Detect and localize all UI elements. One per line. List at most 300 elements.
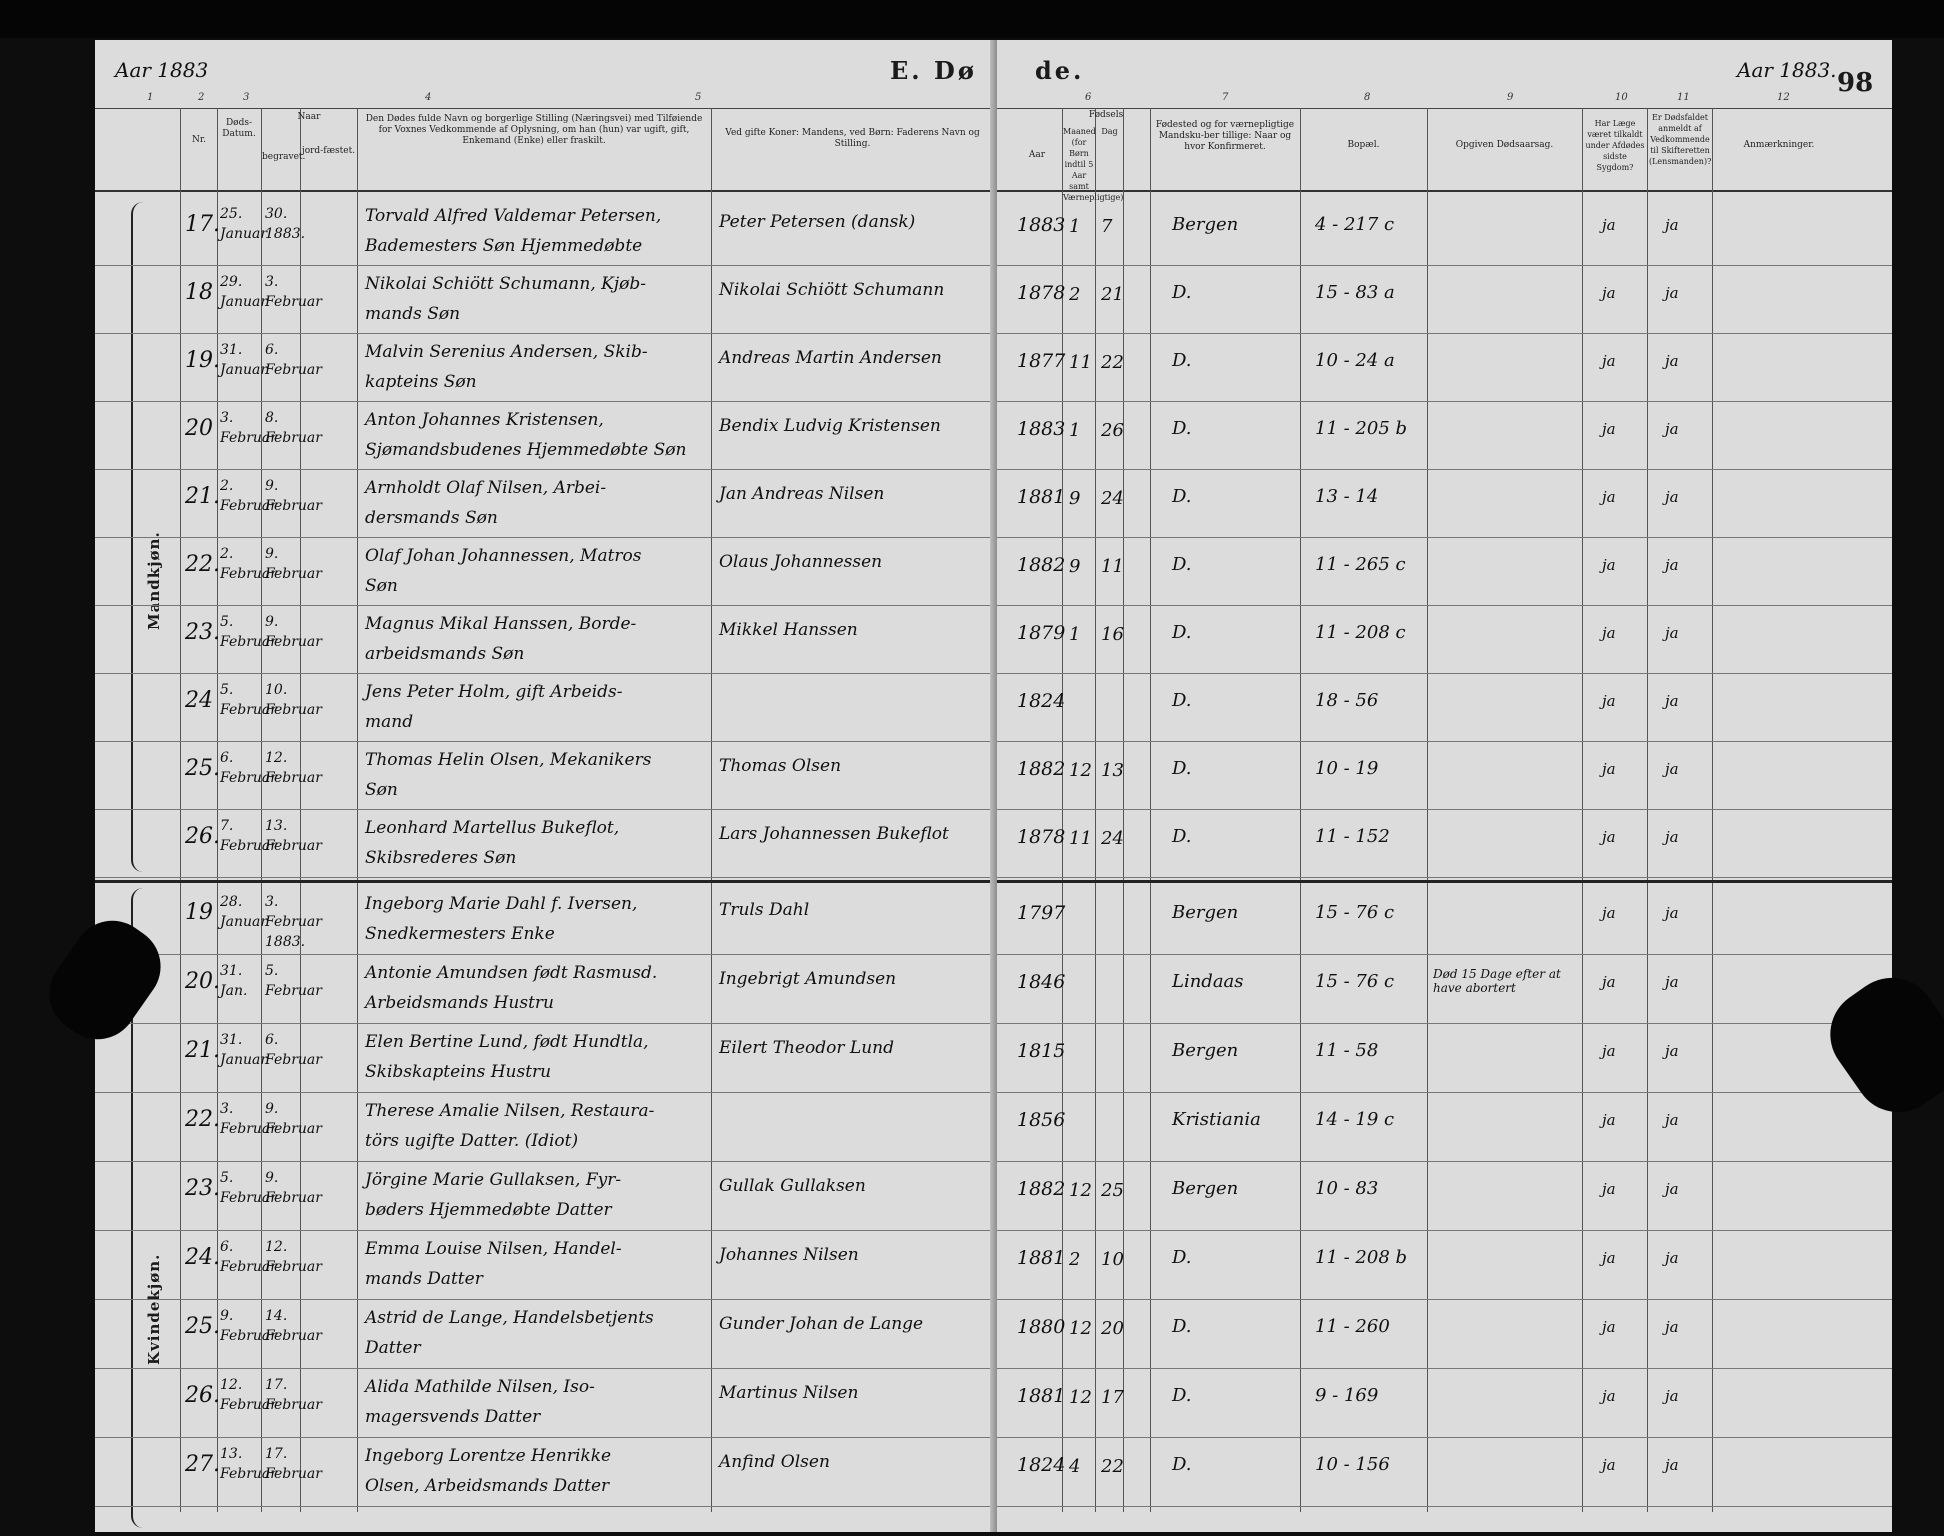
entry-number: 23. [185,1176,220,1201]
doctor-called: ja [1602,1456,1616,1474]
row-rule [95,265,997,266]
spouse-father-name: Johannes Nilsen [719,1245,859,1265]
birth-day: 26 [1101,420,1124,441]
row-rule [997,1299,1892,1300]
death-reported: ja [1665,1111,1679,1129]
deceased-status: mands Søn [365,304,461,324]
burial-date: 8. Februar [265,410,322,446]
residence: 9 - 169 [1315,1385,1379,1406]
birth-year: 1881 [1017,1385,1066,1407]
deceased-name: Malvin Serenius Andersen, Skib- [365,342,648,362]
residence: 11 - 58 [1315,1040,1379,1061]
death-date: 5. Februar [220,682,277,718]
residence: 15 - 76 c [1315,902,1395,923]
deceased-status: Bademesters Søn Hjemmedøbte [365,236,643,256]
col-rule [1300,108,1301,1512]
col-number: 9 [1507,92,1514,103]
row-rule [95,673,997,674]
residence: 13 - 14 [1315,486,1379,507]
residence: 10 - 83 [1315,1178,1379,1199]
row-rule [95,1023,997,1024]
entry-number: 20. [185,969,220,994]
header-top-rule [997,108,1892,109]
row-rule [997,1368,1892,1369]
col-number: 3 [243,92,250,103]
death-date: 2. Februar [220,478,277,514]
row-rule [997,954,1892,955]
death-date: 13. Februar [220,1446,277,1482]
row-rule [997,537,1892,538]
deceased-name: Thomas Helin Olsen, Mekanikers [365,750,652,770]
birthplace: Bergen [1172,902,1239,923]
doctor-called: ja [1602,1180,1616,1198]
section-male-label: Mandkjøn. [145,531,163,630]
burial-date: 14. Februar [265,1308,322,1344]
residence: 10 - 24 a [1315,350,1395,371]
spouse-father-name: Gunder Johan de Lange [719,1314,924,1334]
col-rule [1095,108,1096,1512]
row-rule [95,333,997,334]
death-date: 31. Jan. [220,963,248,999]
cause-of-death: Død 15 Dage efter at have abortert [1433,967,1561,995]
entry-number: 21. [185,484,220,509]
birthplace: D. [1172,418,1192,439]
burial-date: 3. Februar 1883. [265,894,322,950]
death-date: 5. Februar [220,614,277,650]
col-rule [217,108,218,1512]
row-rule [997,1023,1892,1024]
header-day: Dag [1101,127,1118,136]
entry-number: 21. [185,1038,220,1063]
death-reported: ja [1665,760,1679,778]
deceased-status: magersvends Datter [365,1407,541,1427]
birthplace: Kristiania [1172,1109,1261,1130]
doctor-called: ja [1602,1111,1616,1129]
entry-number: 24. [185,1245,220,1270]
doctor-called: ja [1602,1042,1616,1060]
left-year: Aar 1883 [115,58,209,82]
deceased-name: Emma Louise Nilsen, Handel- [365,1239,622,1259]
deceased-status: Skibskapteins Hustru [365,1062,552,1082]
residence: 11 - 208 c [1315,622,1406,643]
birthplace: D. [1172,1316,1192,1337]
row-rule [997,877,1892,878]
death-reported: ja [1665,1249,1679,1267]
deceased-status: Søn [365,576,398,596]
left-page [95,40,997,1532]
deceased-status: kapteins Søn [365,372,477,392]
entry-number: 20 [185,416,213,441]
doctor-called: ja [1602,624,1616,642]
birth-year: 1882 [1017,1178,1066,1200]
death-reported: ja [1665,828,1679,846]
death-reported: ja [1665,692,1679,710]
birthplace: Bergen [1172,1040,1239,1061]
col-number: 7 [1222,92,1229,103]
spouse-father-name: Martinus Nilsen [719,1383,859,1403]
birth-day: 7 [1101,216,1113,237]
doctor-called: ja [1602,488,1616,506]
spouse-father-name: Peter Petersen (dansk) [719,212,916,232]
entry-number: 25. [185,756,220,781]
burial-date: 3. Februar [265,274,322,310]
death-date: 28. Januar [220,894,268,930]
doctor-called: ja [1602,904,1616,922]
burial-date: 9. Februar [265,1170,322,1206]
death-reported: ja [1665,1318,1679,1336]
header-nr: Nr. [191,135,207,145]
birth-day: 17 [1101,1387,1124,1408]
burial-date: 6. Februar [265,1032,322,1068]
doctor-called: ja [1602,216,1616,234]
burial-date: 9. Februar [265,1101,322,1137]
header-doctor: Har Læge været tilkaldt under Afdødes sidste Sygdom? [1585,119,1645,172]
section-divider [997,880,1892,883]
birth-month: 12 [1069,1180,1092,1201]
birth-month: 11 [1069,352,1092,373]
residence: 14 - 19 c [1315,1109,1395,1130]
birthplace: D. [1172,486,1192,507]
residence: 11 - 152 [1315,826,1390,847]
doctor-called: ja [1602,692,1616,710]
row-rule [95,1230,997,1231]
birth-month: 1 [1069,216,1081,237]
birth-year: 1883 [1017,418,1066,440]
entry-number: 22. [185,552,220,577]
death-reported: ja [1665,904,1679,922]
deceased-status: Datter [365,1338,421,1358]
spouse-father-name: Andreas Martin Andersen [719,348,942,368]
deceased-status: mands Datter [365,1269,483,1289]
birth-day: 21 [1101,284,1124,305]
deceased-name: Antonie Amundsen født Rasmusd. [365,963,658,983]
birth-year: 1878 [1017,282,1066,304]
birth-month: 2 [1069,284,1081,305]
birth-month: 12 [1069,1318,1092,1339]
birthplace: Lindaas [1172,971,1244,992]
col-rule [1427,108,1428,1512]
header-residence: Bopæl. [1347,140,1380,150]
header-month: Maaned (for Børn indtil 5 Aar samt Værnepligtige) [1063,127,1124,202]
deceased-name: Ingeborg Marie Dahl f. Iversen, [365,894,638,914]
entry-number: 19. [185,348,220,373]
section-divider [95,880,997,883]
col-number: 6 [1085,92,1092,103]
death-date: 12. Februar [220,1377,277,1413]
birth-year: 1879 [1017,622,1066,644]
row-rule [997,605,1892,606]
entry-number: 23. [185,620,220,645]
spouse-father-name: Jan Andreas Nilsen [719,484,885,504]
col-rule [711,108,712,1512]
death-date: 6. Februar [220,750,277,786]
birth-month: 11 [1069,828,1092,849]
birth-year: 1880 [1017,1316,1066,1338]
spouse-father-name: Nikolai Schiött Schumann [719,280,945,300]
doctor-called: ja [1602,284,1616,302]
header-year: Aar [1028,150,1046,160]
deceased-status: Olsen, Arbeidsmands Datter [365,1476,610,1496]
header-spouse-father: Ved gifte Koner: Mandens, ved Børn: Faderens Navn og Stilling. [725,128,980,149]
doctor-called: ja [1602,760,1616,778]
col-rule [180,108,181,1512]
col-rule [261,108,262,1512]
death-date: 6. Februar [220,1239,277,1275]
deceased-name: Magnus Mikal Hanssen, Borde- [365,614,637,634]
deceased-status: Søn [365,780,398,800]
birthplace: D. [1172,826,1192,847]
burial-date: 9. Februar [265,478,322,514]
deceased-status: Skibsrederes Søn [365,848,517,868]
deceased-status: Arbeidsmands Hustru [365,993,555,1013]
col-rule [1582,108,1583,1512]
residence: 10 - 156 [1315,1454,1390,1475]
birthplace: Bergen [1172,214,1239,235]
death-reported: ja [1665,1180,1679,1198]
entry-number: 25. [185,1314,220,1339]
col-rule [300,108,301,1512]
entry-number: 26. [185,824,220,849]
residence: 11 - 205 b [1315,418,1408,439]
deceased-status: mand [365,712,414,732]
deceased-name: Astrid de Lange, Handelsbetjents [365,1308,654,1328]
doctor-called: ja [1602,556,1616,574]
death-reported: ja [1665,556,1679,574]
residence: 11 - 208 b [1315,1247,1408,1268]
row-rule [997,1437,1892,1438]
death-reported: ja [1665,216,1679,234]
header-death-date: Døds-Datum. [222,118,256,139]
deceased-status: bøders Hjemmedøbte Datter [365,1200,612,1220]
header-bottom-rule [997,190,1892,192]
right-year: Aar 1883. [1737,58,1837,82]
row-rule [95,537,997,538]
row-rule [95,1368,997,1369]
birth-year: 1881 [1017,1247,1066,1269]
spouse-father-name: Mikkel Hanssen [719,620,858,640]
burial-date: 5. Februar [265,963,322,999]
death-reported: ja [1665,624,1679,642]
death-date: 3. Februar [220,410,277,446]
spouse-father-name: Gullak Gullaksen [719,1176,866,1196]
spouse-father-name: Thomas Olsen [719,756,842,776]
deceased-status: arbeidsmands Søn [365,644,525,664]
death-date: 2. Februar [220,546,277,582]
header-deceased: Den Dødes fulde Navn og borgerlige Stilling (Næringsvei) med Tilføiende for Voxnes Vedkommende af Oplysning, om han (hun) var ugift, gift, Enkemand (Enke) eller fraskilt. [365,114,703,146]
deceased-status: törs ugifte Datter. (Idiot) [365,1131,579,1151]
death-reported: ja [1665,1042,1679,1060]
birthplace: D. [1172,758,1192,779]
header-birthplace: Fødested og for værnepligtige Mandsku-ber tillige: Naar og hvor Konfirmeret. [1155,120,1295,152]
birth-month: 2 [1069,1249,1081,1270]
burial-date: 12. Februar [265,1239,322,1275]
col-number: 1 [147,92,154,103]
birth-day: 22 [1101,1456,1124,1477]
birth-year: 1815 [1017,1040,1066,1062]
deceased-name: Leonhard Martellus Bukeflot, [365,818,620,838]
spouse-father-name: Olaus Johannessen [719,552,883,572]
spouse-father-name: Eilert Theodor Lund [719,1038,895,1058]
col-rule [1150,108,1151,1512]
col-rule [357,108,358,1512]
burial-date: 6. Februar [265,342,322,378]
entry-number: 18 [185,280,213,305]
residence: 10 - 19 [1315,758,1379,779]
residence: 11 - 260 [1315,1316,1390,1337]
residence: 15 - 76 c [1315,971,1395,992]
row-rule [95,1161,997,1162]
deceased-name: Therese Amalie Nilsen, Restaura- [365,1101,655,1121]
birth-month: 1 [1069,624,1081,645]
page-number: 98 [1837,68,1874,98]
scan-border-top [0,0,1944,38]
residence: 11 - 265 c [1315,554,1406,575]
burial-date: 9. Februar [265,614,322,650]
birth-year: 1881 [1017,486,1066,508]
birth-month: 9 [1069,488,1081,509]
birth-year: 1824 [1017,1454,1066,1476]
birth-day: 24 [1101,488,1124,509]
header-buried: begravet. [262,152,306,162]
spouse-father-name: Ingebrigt Amundsen [719,969,897,989]
residence: 15 - 83 a [1315,282,1395,303]
burial-date: 17. Februar [265,1446,322,1482]
burial-date: 13. Februar [265,818,322,854]
birth-year: 1856 [1017,1109,1066,1131]
birth-year: 1882 [1017,758,1066,780]
death-date: 9. Februar [220,1308,277,1344]
birthplace: Bergen [1172,1178,1239,1199]
birth-month: 4 [1069,1456,1081,1477]
header-reported: Er Dødsfaldet anmeldt af Vedkommende til Skifteretten (Lensmanden)? [1649,113,1712,166]
death-date: 3. Februar [220,1101,277,1137]
birth-year: 1846 [1017,971,1066,993]
birth-day: 13 [1101,760,1124,781]
header-remarks: Anmærkninger. [1743,140,1815,150]
col-number: 5 [695,92,702,103]
birth-day: 11 [1101,556,1124,577]
burial-date: 12. Februar [265,750,322,786]
row-rule [997,809,1892,810]
row-rule [997,333,1892,334]
burial-date: 9. Februar [265,546,322,582]
birth-day: 22 [1101,352,1124,373]
doctor-called: ja [1602,828,1616,846]
col-number: 12 [1777,92,1790,103]
birth-year: 1878 [1017,826,1066,848]
row-rule [997,673,1892,674]
deceased-status: dersmands Søn [365,508,498,528]
birth-month: 12 [1069,760,1092,781]
death-reported: ja [1665,1387,1679,1405]
death-date: 29. Januar [220,274,268,310]
deceased-name: Ingeborg Lorentze Henrikke [365,1446,612,1466]
death-reported: ja [1665,1456,1679,1474]
row-rule [997,741,1892,742]
col-rule [1062,108,1063,1512]
header-when: Naar [297,112,321,122]
row-rule [997,1506,1892,1507]
death-reported: ja [1665,352,1679,370]
burial-date: 17. Februar [265,1377,322,1413]
birth-year: 1824 [1017,690,1066,712]
death-date: 31. Januar [220,1032,268,1068]
row-rule [95,1092,997,1093]
birthplace: D. [1172,690,1192,711]
residence: 4 - 217 c [1315,214,1395,235]
col-number: 8 [1364,92,1371,103]
birth-year: 1877 [1017,350,1066,372]
birth-day: 10 [1101,1249,1124,1270]
residence: 18 - 56 [1315,690,1379,711]
deceased-name: Arnholdt Olaf Nilsen, Arbei- [365,478,607,498]
col-number: 10 [1615,92,1628,103]
entry-number: 17. [185,212,220,237]
birthplace: D. [1172,282,1192,303]
death-date: 7. Februar [220,818,277,854]
section-female-label: Kvindekjøn. [145,1253,163,1365]
burial-date: 30. 1883. [265,206,306,242]
death-reported: ja [1665,973,1679,991]
deceased-status: Snedkermesters Enke [365,924,555,944]
row-rule [95,1299,997,1300]
birthplace: D. [1172,622,1192,643]
deceased-name: Olaf Johan Johannessen, Matros [365,546,642,566]
birth-month: 12 [1069,1387,1092,1408]
header-bottom-rule [95,190,997,192]
doctor-called: ja [1602,1387,1616,1405]
death-date: 25. Januar [220,206,268,242]
row-rule [95,1506,997,1507]
doctor-called: ja [1602,352,1616,370]
col-rule [1647,108,1648,1512]
row-rule [95,809,997,810]
col-rule [1712,108,1713,1512]
row-rule [95,469,997,470]
entry-number: 26. [185,1383,220,1408]
entry-number: 27. [185,1452,220,1477]
header-birth: Fødsels [1088,110,1124,120]
birth-year: 1883 [1017,214,1066,236]
spouse-father-name: Bendix Ludvig Kristensen [719,416,941,436]
row-rule [997,265,1892,266]
title-right: de. [1035,56,1085,85]
col-number: 11 [1677,92,1690,103]
birthplace: D. [1172,1247,1192,1268]
row-rule [95,877,997,878]
deceased-name: Nikolai Schiött Schumann, Kjøb- [365,274,646,294]
burial-date: 10. Februar [265,682,322,718]
deceased-name: Jens Peter Holm, gift Arbeids- [365,682,623,702]
doctor-called: ja [1602,420,1616,438]
birth-month: 9 [1069,556,1081,577]
col-rule [1123,108,1124,1512]
entry-number: 22. [185,1107,220,1132]
entry-number: 24 [185,688,213,713]
row-rule [95,741,997,742]
row-rule [95,401,997,402]
birth-day: 16 [1101,624,1124,645]
spouse-father-name: Lars Johannessen Bukeflot [719,824,949,844]
deceased-name: Torvald Alfred Valdemar Petersen, [365,206,662,226]
birth-day: 25 [1101,1180,1124,1201]
birth-day: 20 [1101,1318,1124,1339]
deceased-name: Alida Mathilde Nilsen, Iso- [365,1377,595,1397]
birthplace: D. [1172,350,1192,371]
row-rule [997,1092,1892,1093]
title-left: E. Dø [890,56,977,85]
right-page [997,40,1892,1532]
